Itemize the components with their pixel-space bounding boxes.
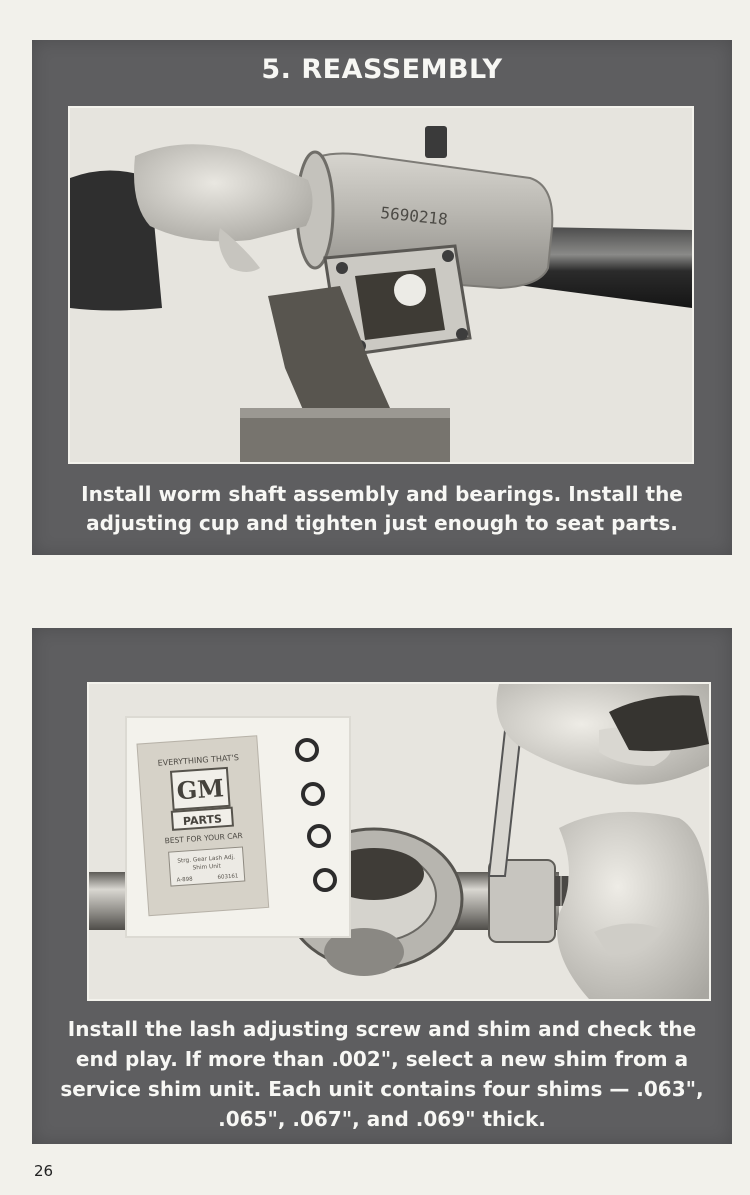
shim-kit-inset <box>125 716 351 938</box>
housing-part-number: 5690218 <box>379 203 449 230</box>
step1-caption: Install worm shaft assembly and bearings. Install the adjusting cup and tighten just enough to seat parts. <box>81 482 683 535</box>
card-label-line-1: Strg. Gear Lash Adj. <box>177 854 236 865</box>
worm-shaft-photo <box>68 106 694 464</box>
reassembly-step-panel-2 <box>32 628 732 1144</box>
worm-shaft-assembly-image <box>70 108 692 462</box>
reassembly-step-panel-1 <box>32 40 732 555</box>
gm-logo-letters: GM <box>175 773 225 806</box>
card-number-left: A-898 <box>176 876 193 884</box>
card-number-right: 603161 <box>217 873 239 881</box>
card-tagline-bottom: BEST FOR YOUR CAR <box>164 830 244 846</box>
lash-screw-photo <box>87 682 711 1001</box>
gm-parts-shim-kit-image <box>127 718 349 936</box>
page-number: 26 <box>34 1162 54 1180</box>
section-title: 5. REASSEMBLY <box>261 54 503 85</box>
step2-caption: Install the lash adjusting screw and shim and check the end play. If more than .002", select a new shim from a service shim unit. Each unit contains four shims — .063", .065", .067", and .069" thick. <box>60 1017 704 1131</box>
gm-logo-word: PARTS <box>182 812 223 829</box>
card-label-line-2: Shim Unit <box>192 863 222 872</box>
card-tagline-top: EVERYTHING THAT'S <box>157 753 240 768</box>
